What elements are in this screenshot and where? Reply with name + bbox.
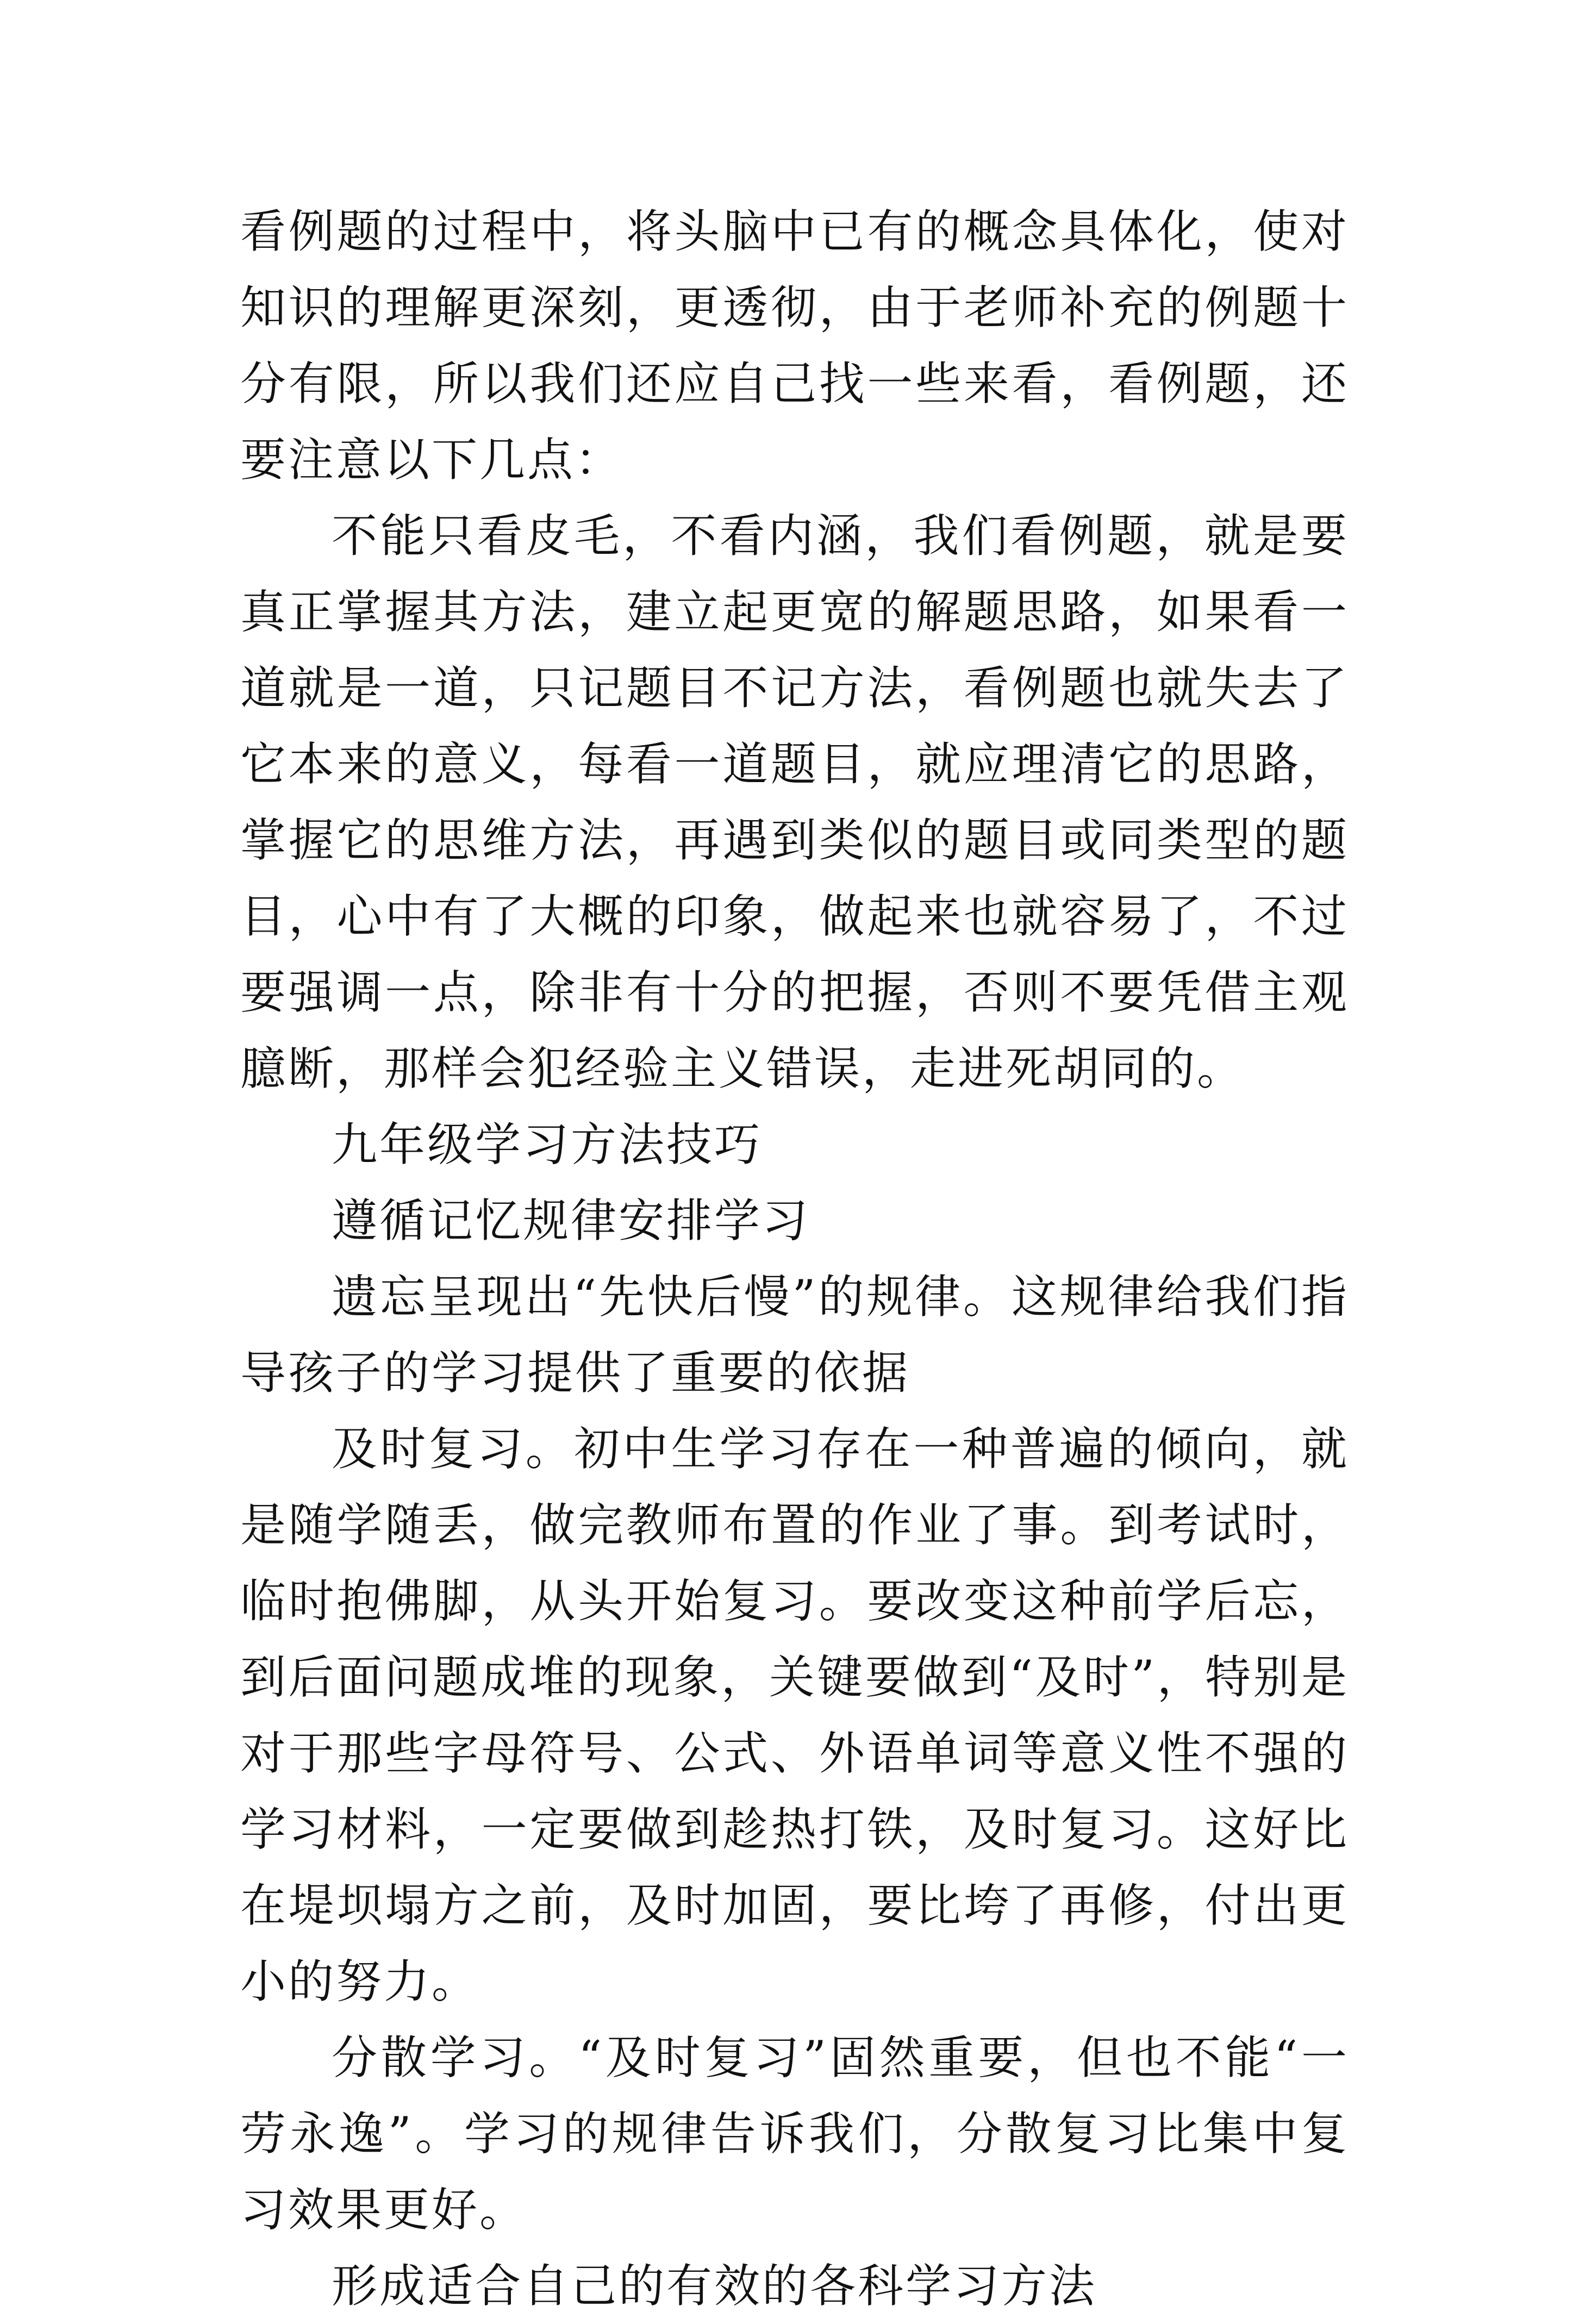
paragraph-example-method: 不能只看皮毛，不看内涵，我们看例题，就是要真正掌握其方法，建立起更宽的解题思路，如果看一道就是一道，只记题目不记方法，看例题也就失去了它本来的意义，每看一道题目，就应理清它的思路，掌握它的思维方法，再遇到类似的题目或同类型的题目，心中有了大概的印象，做起来也就容易了，不过要强调一点，除非有十分的把握，否则不要凭借主观臆断，那样会犯经验主义错误，走进死胡同的。 <box>240 509 1349 1095</box>
subheading-memory-rules: 遵循记忆规律安排学习 <box>332 1194 810 1247</box>
paragraph-timely-review: 及时复习。初中生学习存在一种普遍的倾向，就是随学随丢，做完教师布置的作业了事。到考试时，临时抱佛脚，从头开始复习。要改变这种前学后忘，到后面问题成堆的现象，关键要做到“及时”，特别是对于那些字母符号、公式、外语单词等意义性不强的学习材料，一定要做到趁热打铁，及时复习。这好比在堤坝塌方之前，及时加固，要比垮了再修，付出更小的努力。 <box>240 1422 1349 2008</box>
paragraph-forgetting-curve: 遗忘呈现出“先快后慢”的规律。这规律给我们指导孩子的学习提供了重要的依据 <box>240 1270 1349 1400</box>
subheading-effective-methods: 形成适合自己的有效的各科学习方法 <box>332 2259 1097 2313</box>
body-text <box>240 193 1349 2324</box>
paragraph-example-continuation: 看例题的过程中，将头脑中已有的概念具体化，使对知识的理解更深刻，更透彻，由于老师补充的例题十分有限，所以我们还应自己找一些来看，看例题，还要注意以下几点： <box>240 205 1349 486</box>
section-heading-study-tips: 九年级学习方法技巧 <box>332 1118 763 1171</box>
paragraph-distributed-study: 分散学习。“及时复习”固然重要，但也不能“一劳永逸”。学习的规律告诉我们，分散复习比集中复习效果更好。 <box>240 2031 1349 2236</box>
